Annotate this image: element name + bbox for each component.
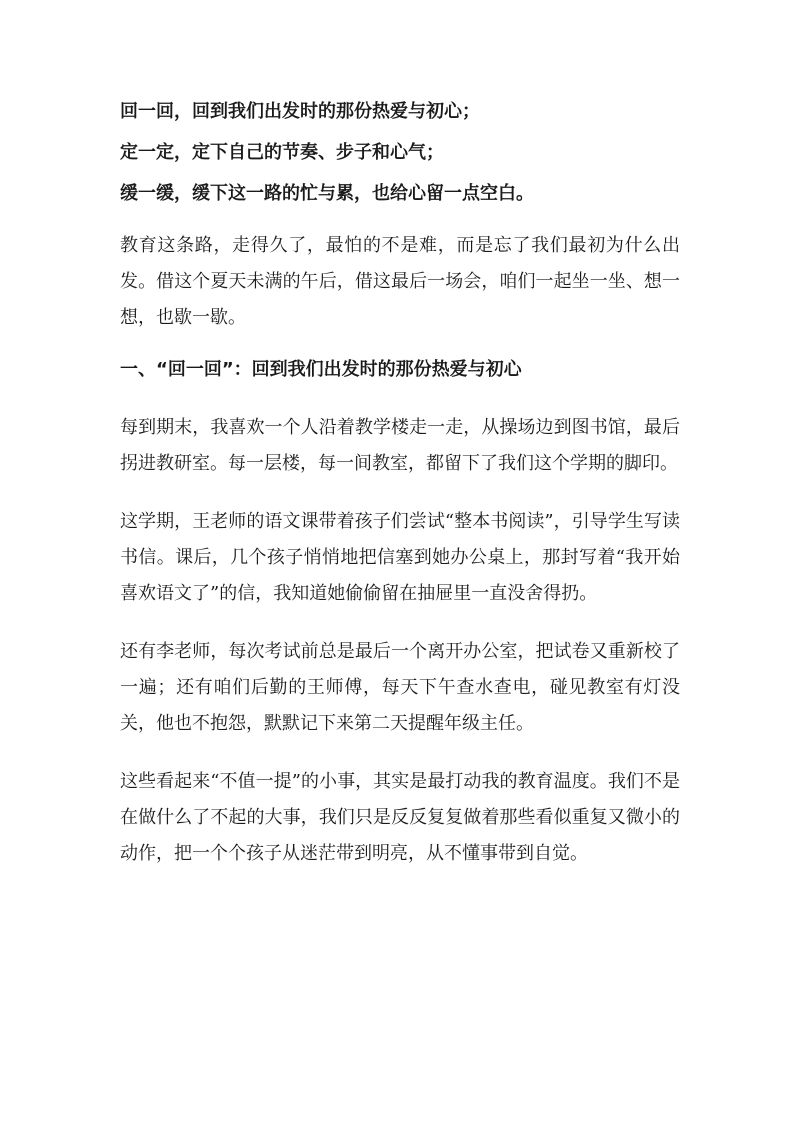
opening-lines	[120, 100, 680, 206]
body-paragraph-1: 每到期末，我喜欢一个人沿着教学楼走一走，从操场边到图书馆，最后拐进教研室。每一层楼，每一间教室，都留下了我们这个学期的脚印。	[120, 417, 680, 474]
section-heading: 一、“回一回”：回到我们出发时的那份热爱与初心	[120, 359, 522, 380]
body-paragraph-4: 这些看起来“不值一提”的小事，其实是最打动我的教育温度。我们不是在做什么了不起的大事，我们只是反反复复做着那些看似重复又微小的动作，把一个个孩子从迷茫带到明亮，从不懂事带到自觉。	[120, 771, 680, 864]
body-paragraph-2: 这学期，王老师的语文课带着孩子们尝试“整本书阅读”，引导学生写读书信。课后，几个孩子悄悄地把信塞到她办公桌上，那封写着“我开始喜欢语文了”的信，我知道她偷偷留在抽屉里一直没舍得扔。	[120, 511, 680, 604]
opening-line-2: 定一定，定下自己的节奏、步子和心气；	[120, 142, 444, 163]
body-paragraph-3: 还有李老师，每次考试前总是最后一个离开办公室，把试卷又重新校了一遍；还有咱们后勤的王师傅，每天下午查水查电，碰见教室有灯没关，他也不抱怨，默默记下来第二天提醒年级主任。	[120, 641, 680, 734]
opening-line-3: 缓一缓，缓下这一路的忙与累，也给心留一点空白。	[120, 183, 534, 204]
document-content	[120, 100, 680, 872]
intro-paragraph: 教育这条路，走得久了，最怕的不是难，而是忘了我们最初为什么出发。借这个夏天未满的午后，借这最后一场会，咱们一起坐一坐、想一想，也歇一歇。	[120, 235, 680, 328]
opening-line-1: 回一回，回到我们出发时的那份热爱与初心；	[120, 101, 480, 122]
